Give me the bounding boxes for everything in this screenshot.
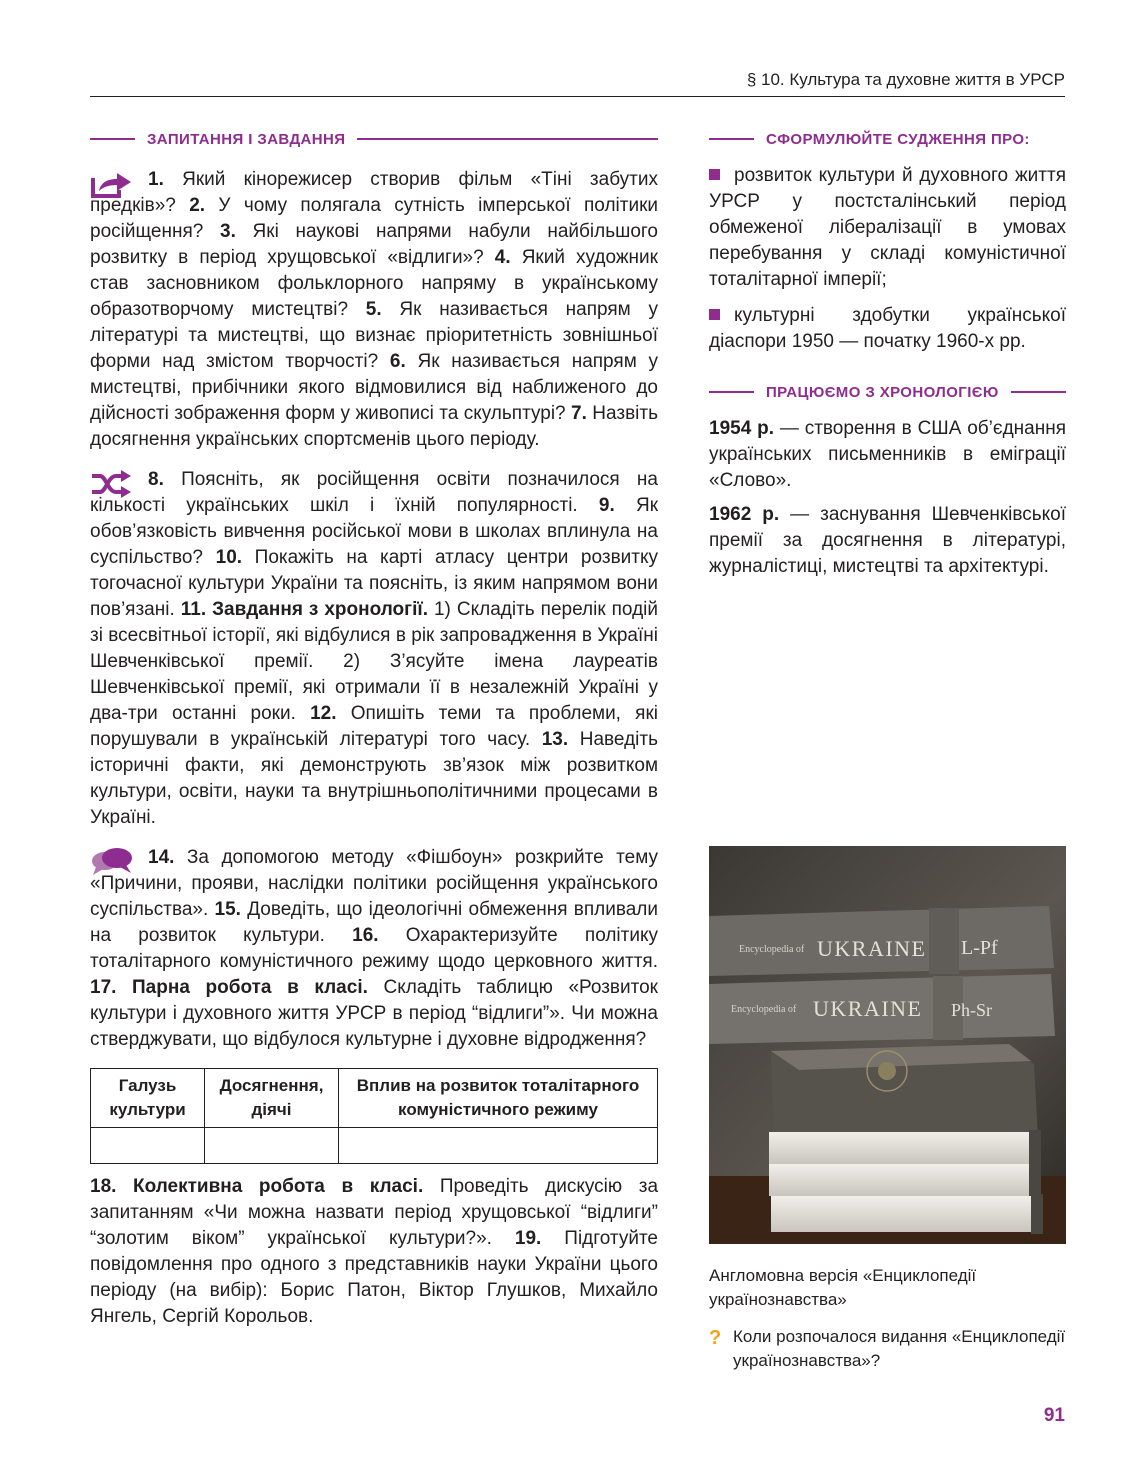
heading-rule (357, 138, 658, 140)
task-block-3 (90, 845, 658, 1053)
shuffle-icon (90, 469, 134, 499)
task-block-1 (90, 167, 658, 453)
chronology-heading-text: ПРАЦЮЄМО З ХРОНОЛОГІЄЮ (766, 383, 999, 401)
encyclopedia-photo (709, 846, 1066, 1244)
book-title-prefix: Encyclopedia of (739, 944, 805, 955)
header-rule (90, 96, 1065, 97)
heading-rule (90, 138, 135, 140)
square-bullet-icon (709, 169, 720, 180)
square-bullet-icon (709, 309, 720, 320)
task-block-2 (90, 467, 658, 831)
questions-column (90, 128, 658, 1330)
running-head: § 10. Культура та духовне життя в УРСР (746, 70, 1065, 89)
task-block-4: 18. Колективна робота в класі. Проведіть дискусію за запитанням «Чи можна назвати період хрущовської “відлиги” “золотим віком” української культури?». 19. Підготуйте повідомлення про одного з представників науки України цього періоду (на вибір): Борис Патон, Віктор Глушков, Михайло Янгель, Сергій Корольов. (90, 1176, 659, 1327)
table-empty-cell (91, 1128, 205, 1164)
table-header-cell: Галузь культури (91, 1069, 205, 1128)
book-title-prefix: Encyclopedia of (731, 1004, 797, 1015)
book-spine-label: L-Pf (961, 937, 998, 959)
chronology-year: 1962 р. (709, 504, 780, 525)
judgement-heading-text: СФОРМУЛЮЙТЕ СУДЖЕННЯ ПРО: (766, 130, 1030, 148)
photo-caption: Англомовна версія «Енциклопедії українознавства» (709, 1266, 977, 1309)
questions-heading-text: ЗАПИТАННЯ І ЗАВДАННЯ (147, 130, 346, 148)
task-text: 1. Який кінорежисер створив фільм «Тіні забутих предків»? 2. У чому полягала сутність імперської політики російщення? 3. Які наукові напрями набули найбільшого розвитку в період хрущовської «відлиги»? 4. Який художник став засновником фольклорного напряму в українському образотворчому мистецтві? 5. Як називається напрям у літературі та мистецтві, що визнає пріоритетність зовнішньої форми над змістом творчості? 6. Як називається напрям у мистецтві, прибічники якого відмовилися від наближеного до дійсності зображення форм у живописі та скульптурі? 7. Назвіть досягнення українських спортсменів цього періоду. (90, 169, 658, 450)
photo-question (709, 1325, 1066, 1373)
chronology-entry: 1954 р. — створення в США об’єднання українських письменників в еміграції «Слово». (709, 418, 1067, 491)
chronology-year: 1954 р. (709, 418, 775, 439)
question-mark-icon: ? (709, 1327, 722, 1349)
task-text: 14. За допомогою методу «Фішбоун» розкрийте тему «Причини, прояви, наслідки політики російщення українського суспільства». 15. Доведіть, що ідеологічні обмеження впливали на розвиток культури. 16. Охарактеризуйте політику тоталітарного комуністичного режиму щодо церковного життя. 17. Парна робота в класі. Складіть таблицю «Розвиток культури і духовного життя УРСР в період “відлиги”». Чи можна стверджувати, що відбулося культурне і духовне відродження? (90, 847, 658, 1050)
table-empty-cell (205, 1128, 339, 1164)
table-header-cell: Досягнення, діячі (205, 1069, 339, 1128)
table-header-cell: Вплив на розвиток тоталітарного комуністичного режиму (339, 1069, 658, 1128)
book-spine-label: Ph-Sr (951, 1000, 993, 1020)
culture-table (90, 1068, 658, 1164)
judgement-heading (709, 128, 1066, 150)
task-text: 8. Поясніть, як російщення освіти позначилося на кількості українських шкіл і їхній популярності. 9. Як обов’язковість вивчення російської мови в школах вплинула на суспільство? 10. Покажіть на карті атласу центри розвитку тогочасної культури України та поясніть, із яким напрямом вони пов’язані. 11. Завдання з хронології. 1) Складіть перелік подій зі всесвітньої історії, які відбулися в рік запровадження в Україні Шевченківської премії. 2) З’ясуйте імена лауреатів Шевченківської премії, які отримали її в незалежній Україні у два-три останні роки. 12. Опишіть теми та проблеми, які порушували в українській літературі того часу. 13. Наведіть історичні факти, які демонструють зв’язок між розвитком культури, освіти, науки та внутрішньополітичними процесами в Україні. (90, 469, 659, 828)
table-empty-cell (339, 1128, 658, 1164)
questions-heading (90, 128, 658, 150)
chronology-entry: 1962 р. — заснування Шевченківської премії за досягнення в літературі, журналістиці, мистецтві та архітектурі. (709, 504, 1066, 577)
list-item: культурні здобутки української діаспори 1950 — початку 1960-х рр. (709, 305, 1066, 352)
list-item: розвиток культури й духовного життя УРСР у постсталінський період обмеженої лібералізації в умовах перебування у складі комуністичної тоталітарної імперії; (709, 165, 1066, 290)
question-text: Коли розпочалося видання «Енциклопедії українознавства»? (733, 1327, 1066, 1370)
sidebar-column (709, 128, 1066, 580)
share-arrow-icon (90, 169, 134, 199)
chronology-heading (709, 381, 1066, 403)
heading-rule (709, 138, 754, 140)
chat-bubbles-icon (90, 847, 134, 877)
book-title: UKRAINE (813, 996, 923, 1021)
page-number: 91 (1043, 1405, 1065, 1426)
heading-rule (709, 391, 754, 393)
book-title: UKRAINE (817, 936, 927, 961)
heading-rule (1011, 391, 1066, 393)
